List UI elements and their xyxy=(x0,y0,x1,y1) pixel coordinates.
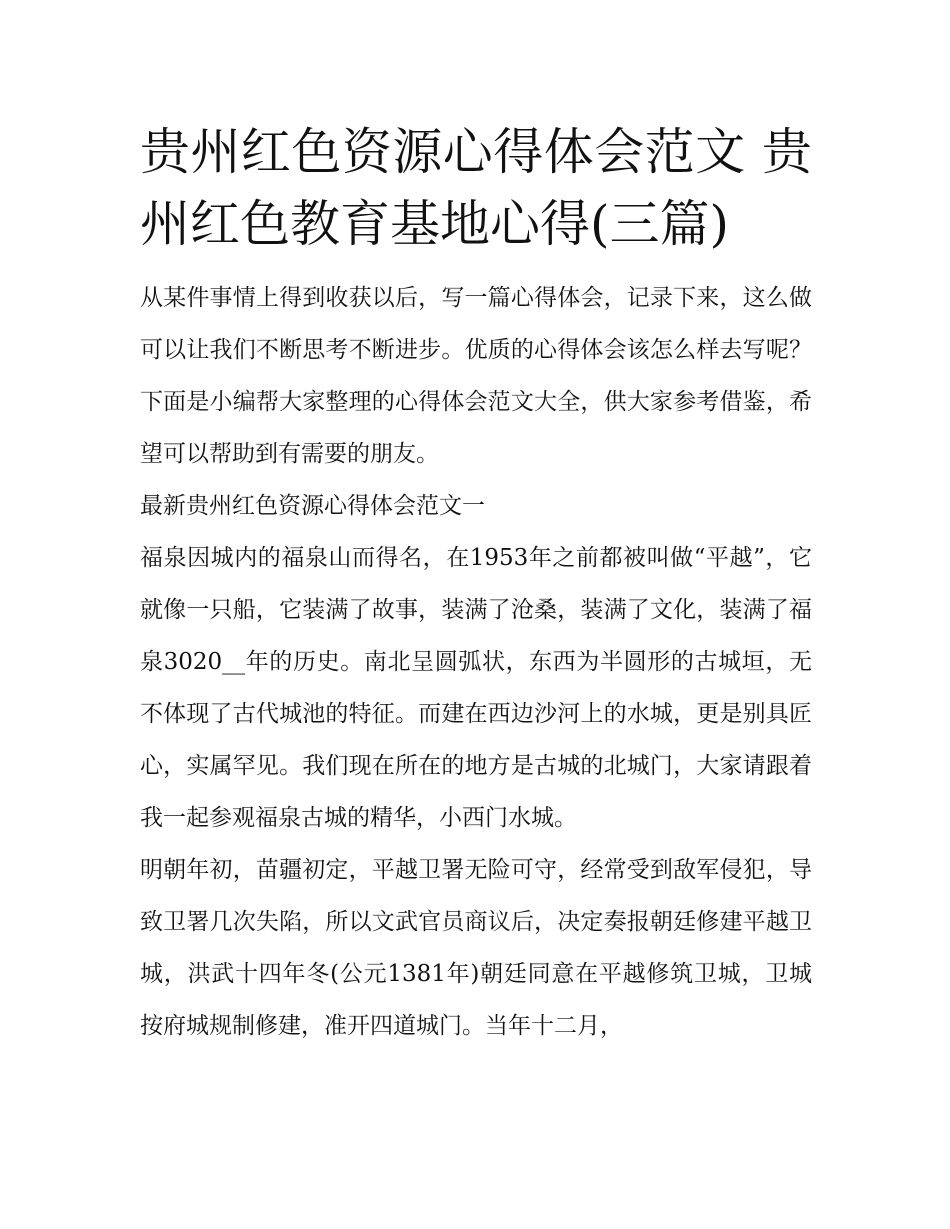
document-title: 贵州红色资源心得体会范文 贵州红色教育基地心得(三篇) xyxy=(140,123,812,253)
body-paragraph-1: 福泉因城内的福泉山而得名，在1953年之前都被叫做“平越”，它就像一只船，它装满了故事，装满了沧桑，装满了文化，装满了福泉3020__年的历史。南北呈圆弧状，东西为半圆形的古城垣，无不体现了古代城池的特征。而建在西边沙河上的水城，更是别具匠心，实属罕见。我们现在所在的地方是古城的北城门，大家请跟着我一起参观福泉古城的精华，小西门水城。 xyxy=(140,545,812,831)
section-heading: 最新贵州红色资源心得体会范文一 xyxy=(140,493,485,519)
body-paragraph-2: 明朝年初，苗疆初定，平越卫署无险可守，经常受到敌军侵犯，导致卫署几次失陷，所以文武官员商议后，决定奏报朝廷修建平越卫城，洪武十四年冬(公元1381年)朝廷同意在平越修筑卫城，卫城按府城规制修建，准开四道城门。当年十二月， xyxy=(140,857,812,1039)
document-page xyxy=(140,116,812,1052)
intro-paragraph: 从某件事情上得到收获以后，写一篇心得体会，记录下来，这么做可以让我们不断思考不断进步。优质的心得体会该怎么样去写呢？下面是小编帮大家整理的心得体会范文大全，供大家参考借鉴，希望可以帮助到有需要的朋友。 xyxy=(140,285,812,467)
